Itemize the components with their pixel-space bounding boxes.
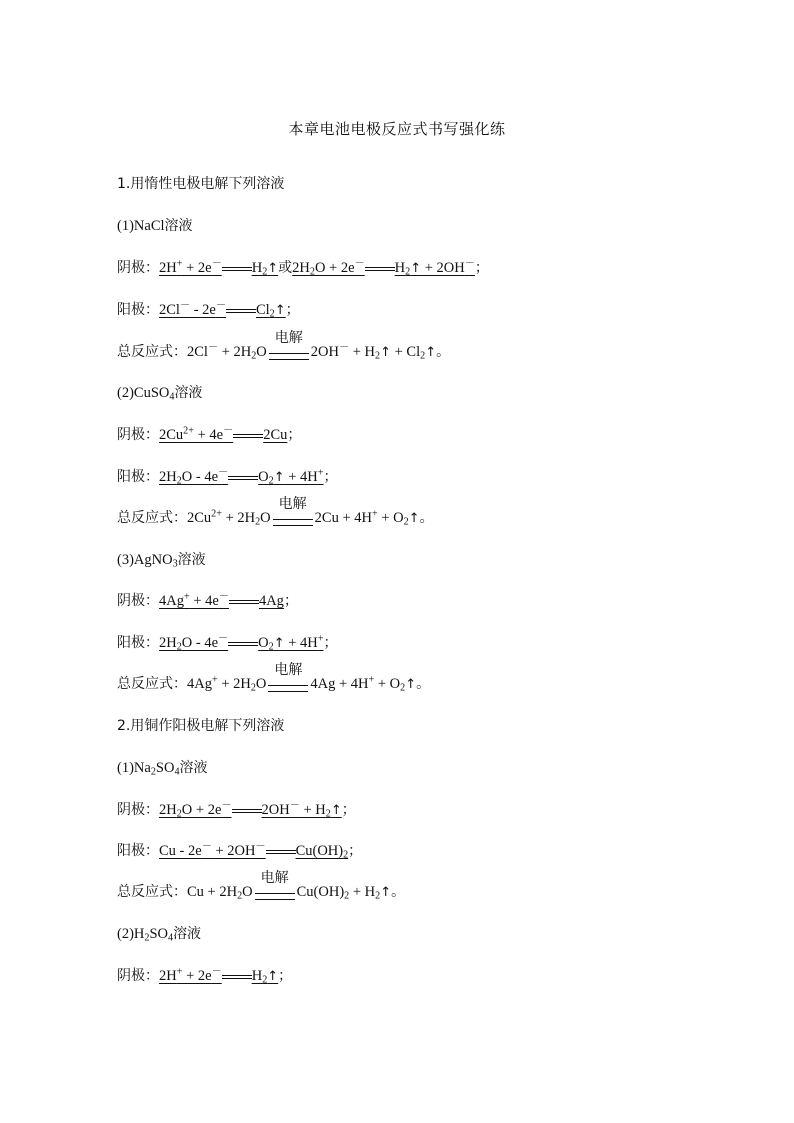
nacl-anode-equation: 阳极：2Cl－ - 2e－ $Cl_2↑$；: [117, 300, 300, 320]
nacl-cathode-equation: 阴极：2H+ + 2e－ $H_2↑$或$2H_2O + 2e^-$ $H_2↑ + 2OH^-$；: [117, 258, 489, 278]
nacl-total-equation: 总反应式：$2Cl^- + 2H_2O$ 电解 $2OH^- + H_2↑$ + $Cl_2↑$。: [117, 329, 451, 362]
page-title: 本章电池电极反应式书写强化练: [288, 120, 506, 138]
cuso4-cathode-equation: 阴极：$2Cu^{2+} + 4e^-$ 2Cu；: [117, 425, 302, 443]
agno3-cathode-equation: 阴极：4Ag+ + 4e－ 4Ag；: [117, 591, 298, 609]
total-label: 总反应式：: [117, 344, 187, 360]
cathode-label: 阴极：: [117, 260, 159, 276]
anode-label: 阳极：: [117, 302, 159, 318]
subsection-na2so4-heading: $(1)Na_2SO_4$溶液: [117, 760, 208, 778]
section-2-heading: 2.用铜作阳极电解下列溶液: [117, 718, 285, 734]
h2so4-cathode-equation: 阴极：2H+ + 2e－ $H_2↑$；: [117, 966, 293, 986]
cuso4-total-equation: 总反应式：$2Cu^{2+} + 2H_2O$ 电解 $2Cu + 4H^+ + O_2↑$。: [117, 495, 434, 528]
subsection-h2so4-heading: $(2)H_2SO_4$溶液: [117, 926, 202, 944]
agno3-total-equation: 总反应式：$4Ag^+ + 2H_2O$ 电解 $4Ag + 4H^+ + O_2↑$。: [117, 661, 431, 694]
subsection-cuso4-heading: (2)CuSO$_4$溶液: [117, 385, 203, 403]
na2so4-total-equation: 总反应式：$Cu + 2H_2O$ 电解 $Cu(OH)_2$ + $H_2↑$。: [117, 869, 406, 902]
na2so4-anode-equation: 阳极：Cu - 2e－ + 2OH－ $Cu(OH)_2$；: [117, 841, 363, 861]
cuso4-anode-equation: 阳极：$2H_2O - 4e^-$ $O_2↑ + 4H^+$；: [117, 467, 338, 487]
section-1-heading: 1.用惰性电极电解下列溶液: [117, 176, 285, 192]
subsection-nacl-heading: (1)NaCl溶液: [117, 218, 193, 234]
na2so4-cathode-equation: 阴极：$2H_2O + 2e^-$ $2OH^- + H_2↑$；: [117, 800, 356, 820]
agno3-anode-equation: 阳极：$2H_2O - 4e^-$ $O_2↑ + 4H^+$；: [117, 633, 338, 653]
subsection-agno3-heading: (3)AgNO$_3$溶液: [117, 552, 206, 570]
